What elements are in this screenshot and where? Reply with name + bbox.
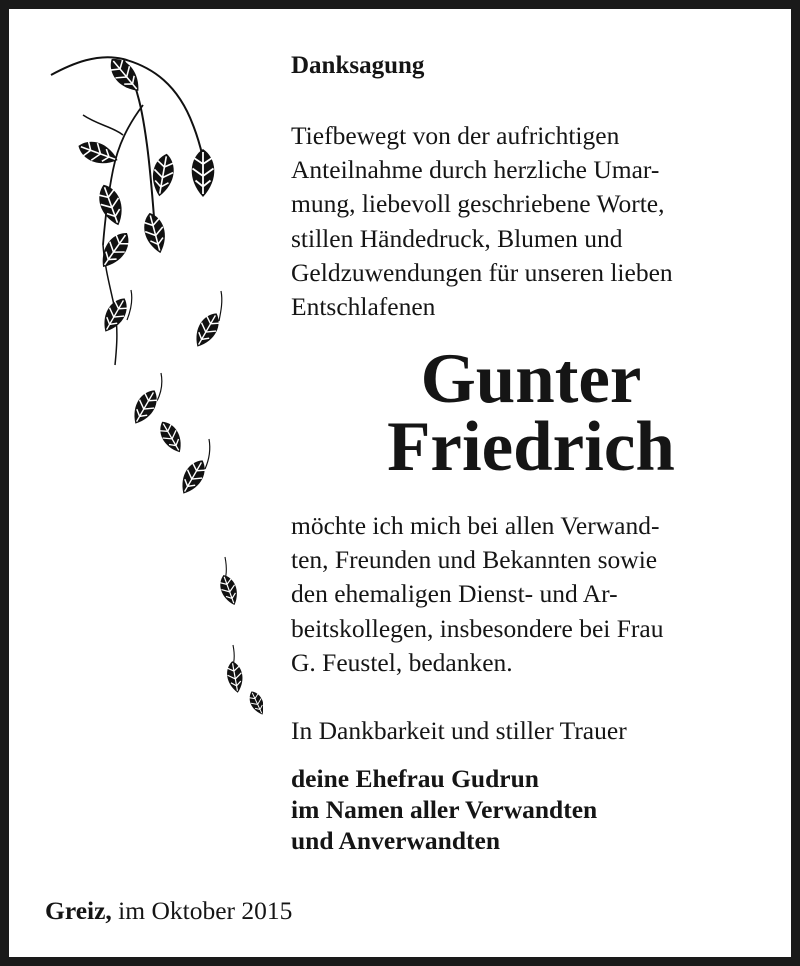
signer-line: deine Ehefrau Gudrun (291, 764, 539, 793)
footer-date: im Oktober 2015 (118, 896, 293, 925)
intro-paragraph (291, 119, 765, 324)
closing-line: In Dankbarkeit und stiller Trauer (291, 716, 627, 745)
falling-leaves-illustration (43, 45, 263, 735)
signers-block (291, 763, 597, 856)
thanks-line: ten, Freunden und Bekannten sowie (291, 545, 658, 575)
thanks-line: G. Feustel, bedanken. (291, 647, 513, 677)
footer-place: Greiz, (45, 896, 112, 925)
intro-line: Entschlafenen (291, 292, 436, 322)
deceased-last-name: Friedrich (387, 408, 675, 486)
intro-line: Tiefbewegt von der aufrichtigen (291, 121, 620, 150)
intro-line: stillen Händedruck, Blumen und (291, 223, 623, 253)
heading-danksagung: Danksagung (291, 52, 425, 79)
thanks-line: beitskollegen, insbesondere bei Frau (291, 613, 664, 643)
thanks-line: den ehemaligen Dienst- und Ar- (291, 579, 618, 609)
intro-line: mung, liebevoll geschriebene Worte, (291, 189, 665, 219)
signer-line: und Anverwandten (291, 826, 501, 855)
thanks-line: möchte ich mich bei allen Verwand- (291, 511, 660, 540)
signer-line: im Namen aller Verwandten (291, 795, 598, 824)
deceased-first-name: Gunter (420, 340, 642, 418)
intro-line: Anteilnahme durch herzliche Umar- (291, 155, 660, 185)
thanks-paragraph (291, 509, 765, 680)
place-date-footer (45, 895, 292, 927)
intro-line: Geldzuwendungen für unseren lieben (291, 257, 673, 287)
